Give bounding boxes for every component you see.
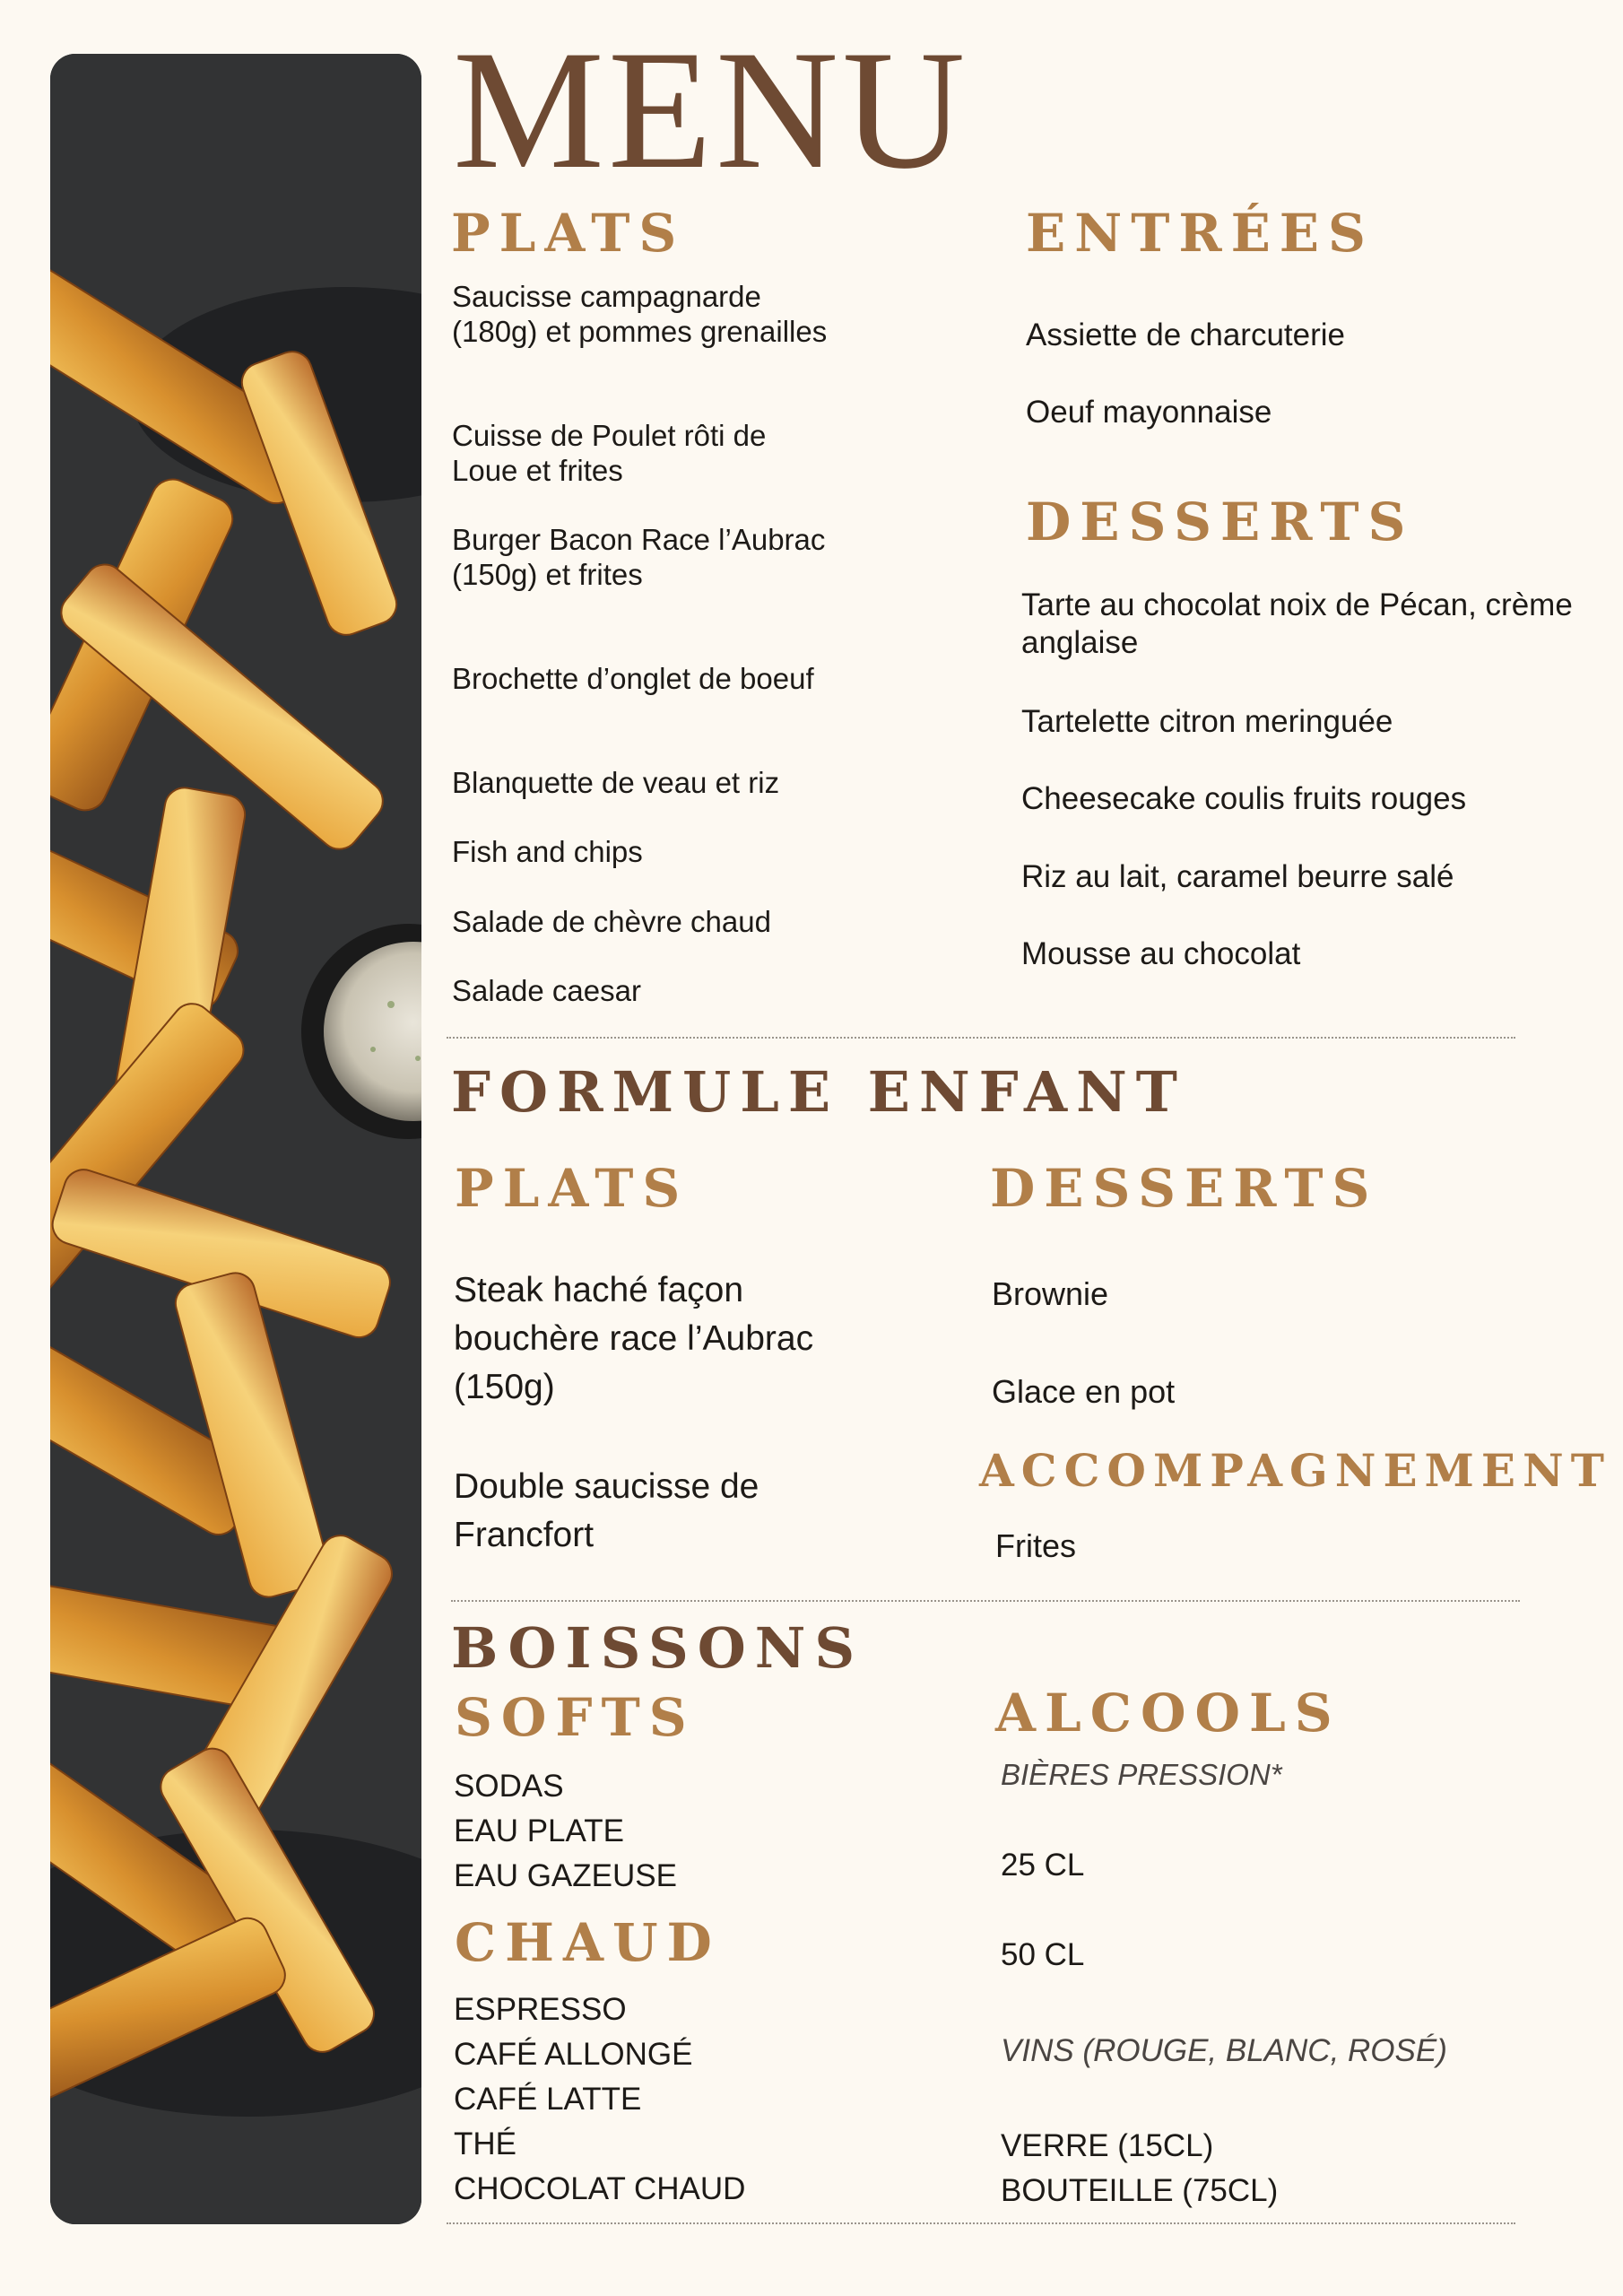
softs-item: EAU PLATE [454, 1813, 624, 1848]
desserts-item: Cheesecake coulis fruits rouges [1021, 781, 1467, 816]
chaud-item: CAFÉ LATTE [454, 2082, 642, 2117]
plats-item: Burger Bacon Race l’Aubrac (150g) et frites [452, 523, 826, 591]
menu-title: MENU [453, 16, 969, 204]
vins-item: BOUTEILLE (75CL) [1001, 2173, 1279, 2208]
bieres-item: 25 CL [1001, 1848, 1085, 1883]
vins-list [1001, 2124, 1278, 2213]
chaud-item: THÉ [454, 2126, 516, 2161]
enfant-plats-item: Steak haché façon bouchère race l’Aubrac (150g) [454, 1271, 814, 1406]
divider [447, 2222, 1515, 2224]
plats-item: Fish and chips [452, 835, 643, 868]
boissons-heading: BOISSONS [451, 1615, 864, 1681]
plats-item: Salade caesar [452, 974, 641, 1007]
bieres-item: 50 CL [1001, 1937, 1085, 1972]
enfant-plats-heading: PLATS [455, 1158, 690, 1219]
alcools-heading: ALCOOLS [995, 1683, 1341, 1744]
softs-item: EAU GAZEUSE [454, 1858, 677, 1893]
chaud-list [454, 1987, 745, 2212]
fries-illustration [50, 54, 421, 2224]
chaud-item: ESPRESSO [454, 1992, 627, 2027]
chaud-heading: CHAUD [455, 1912, 721, 1973]
accompagnement-heading: ACCOMPAGNEMENT [979, 1444, 1611, 1497]
vins-item: VERRE (15CL) [1001, 2128, 1214, 2163]
chaud-item: CHOCOLAT CHAUD [454, 2171, 746, 2206]
plats-heading: PLATS [451, 203, 686, 264]
desserts-item: Riz au lait, caramel beurre salé [1021, 859, 1454, 894]
plats-item: Cuisse de Poulet rôti de Loue et frites [452, 419, 767, 487]
fries-photo [50, 54, 421, 2224]
plats-item: Salade de chèvre chaud [452, 905, 771, 938]
plats-item: Blanquette de veau et riz [452, 766, 780, 799]
desserts-item: Mousse au chocolat [1021, 936, 1301, 971]
divider [447, 1037, 1515, 1039]
divider [451, 1600, 1520, 1602]
desserts-item: Tarte au chocolat noix de Pécan, crème anglaise [1021, 587, 1573, 660]
softs-item: SODAS [454, 1769, 564, 1804]
enfant-plats-item: Double saucisse de Francfort [454, 1467, 759, 1554]
plats-item: Brochette d’onglet de boeuf [452, 662, 814, 695]
formule-enfant-heading: FORMULE ENFANT [451, 1059, 1186, 1125]
entrees-heading: ENTRÉES [1026, 203, 1375, 264]
vins-label: VINS (ROUGE, BLANC, ROSÉ) [1001, 2033, 1447, 2068]
plats-item: Saucisse campagnarde (180g) et pommes grenailles [452, 280, 828, 348]
enfant-desserts-heading: DESSERTS [990, 1158, 1379, 1219]
softs-list [454, 1764, 677, 1899]
enfant-desserts-item: Glace en pot [992, 1373, 1176, 1410]
chaud-item: CAFÉ ALLONGÉ [454, 2037, 693, 2072]
entrees-item: Assiette de charcuterie [1026, 317, 1346, 352]
desserts-item: Tartelette citron meringuée [1021, 704, 1393, 739]
desserts-heading: DESSERTS [1026, 491, 1415, 552]
enfant-desserts-item: Brownie [992, 1275, 1109, 1312]
bieres-label: BIÈRES PRESSION* [1001, 1758, 1282, 1791]
entrees-item: Oeuf mayonnaise [1026, 395, 1272, 430]
accompagnement-item: Frites [995, 1527, 1076, 1564]
softs-heading: SOFTS [455, 1687, 696, 1748]
